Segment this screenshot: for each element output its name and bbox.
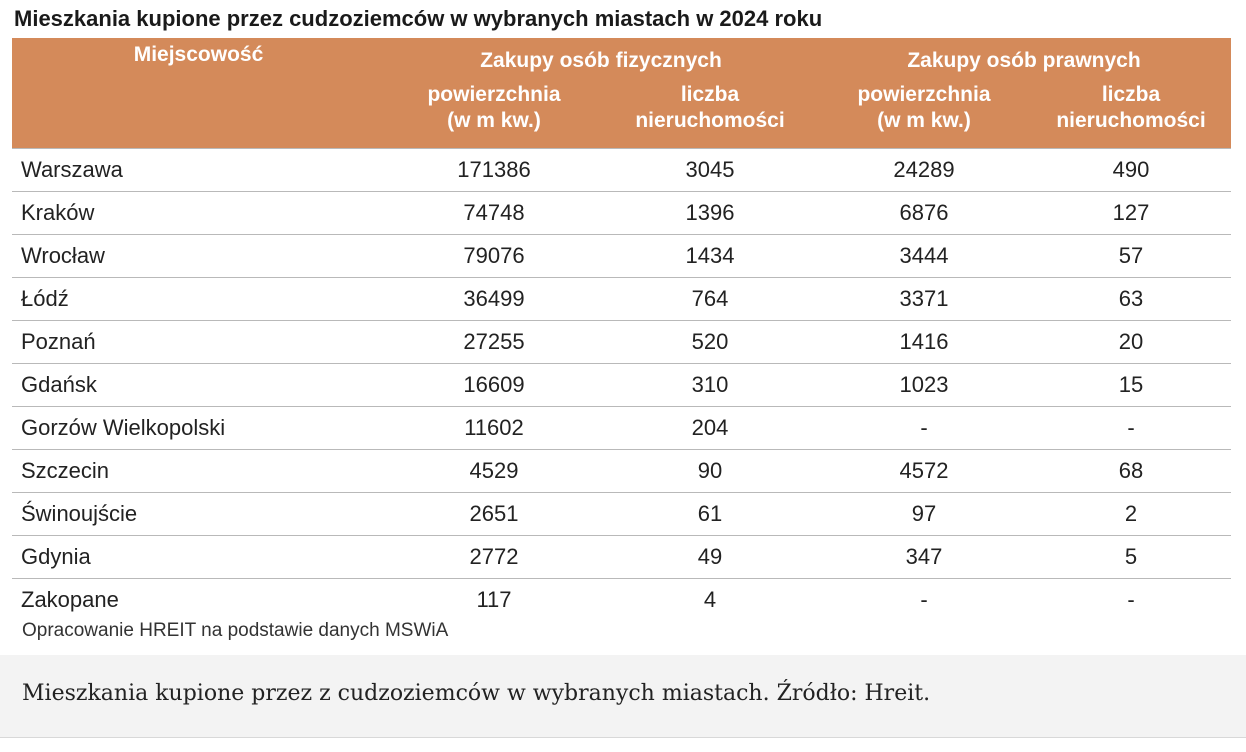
com-area-cell: 1416 <box>817 321 1031 364</box>
ind-area-cell: 117 <box>476 587 512 612</box>
table-row <box>12 235 1231 278</box>
com-count-cell: - <box>1127 587 1135 612</box>
city-cell: Łódź <box>12 278 385 321</box>
header-group-row <box>12 38 1231 80</box>
table-title: Mieszkania kupione przez cudzoziemców w wybranych miastach w 2024 roku <box>14 6 823 31</box>
com-area-cell: - <box>920 587 928 612</box>
header-ind-count-line1: liczba <box>680 83 740 106</box>
table-row <box>12 536 1231 579</box>
header-ind-count <box>603 80 817 149</box>
ind-area-cell: 4529 <box>385 450 603 493</box>
com-count-cell: 5 <box>1031 536 1231 579</box>
com-area-cell: 3444 <box>817 235 1031 278</box>
ind-area-cell: 27255 <box>385 321 603 364</box>
city-cell: Zakopane <box>21 587 119 612</box>
header-ind-count-line2: nieruchomości <box>635 109 785 132</box>
city-cell: Gdynia <box>12 536 385 579</box>
com-count-cell: 490 <box>1031 149 1231 192</box>
city-cell: Wrocław <box>12 235 385 278</box>
header-city: Miejscowość <box>12 38 385 149</box>
header-ind-area-line1: powierzchnia <box>427 83 561 106</box>
ind-count-cell: 4 <box>703 587 717 612</box>
header-com-area <box>817 80 1031 149</box>
ind-count-cell: 61 <box>603 493 817 536</box>
caption-text: Mieszkania kupione przez z cudzoziemców w wybranych miastach. Źródło: Hreit. <box>22 681 931 706</box>
figure-caption <box>0 655 1246 738</box>
ind-area-cell: 74748 <box>385 192 603 235</box>
com-count-cell: 20 <box>1031 321 1231 364</box>
header-com-count-line2: nieruchomości <box>1056 109 1206 132</box>
foreign-purchases-table <box>12 38 1231 621</box>
com-area-cell: 347 <box>817 536 1031 579</box>
city-cell: Kraków <box>12 192 385 235</box>
city-cell: Gorzów Wielkopolski <box>12 407 385 450</box>
com-area-cell: 1023 <box>817 364 1031 407</box>
city-cell: Poznań <box>12 321 385 364</box>
table-row <box>12 192 1231 235</box>
com-count-cell: 57 <box>1031 235 1231 278</box>
com-area-cell: 3371 <box>817 278 1031 321</box>
ind-count-cell: 204 <box>603 407 817 450</box>
com-count-cell: 127 <box>1031 192 1231 235</box>
com-count-cell: 68 <box>1031 450 1231 493</box>
ind-area-cell: 36499 <box>385 278 603 321</box>
table-row <box>12 321 1231 364</box>
header-com-count-line1: liczba <box>1101 83 1161 106</box>
table-row <box>12 364 1231 407</box>
ind-area-cell: 79076 <box>385 235 603 278</box>
ind-area-cell: 16609 <box>385 364 603 407</box>
city-cell: Świnoujście <box>12 493 385 536</box>
ind-area-cell: 2651 <box>385 493 603 536</box>
ind-count-cell: 310 <box>603 364 817 407</box>
header-com-count <box>1031 80 1231 149</box>
ind-count-cell: 90 <box>603 450 817 493</box>
table-row <box>12 450 1231 493</box>
com-area-cell: 6876 <box>817 192 1031 235</box>
city-cell: Warszawa <box>12 149 385 192</box>
table-row <box>12 278 1231 321</box>
com-count-cell: 2 <box>1031 493 1231 536</box>
com-count-cell: 15 <box>1031 364 1231 407</box>
com-count-cell: - <box>1031 407 1231 450</box>
table-row <box>12 579 1231 622</box>
com-count-cell: 63 <box>1031 278 1231 321</box>
ind-count-cell: 49 <box>603 536 817 579</box>
header-group-individuals: Zakupy osób fizycznych <box>385 38 817 80</box>
source-note: Opracowanie HREIT na podstawie danych MSWiA <box>22 620 449 641</box>
ind-count-cell: 520 <box>603 321 817 364</box>
com-area-cell: - <box>817 407 1031 450</box>
header-ind-area <box>385 80 603 149</box>
ind-count-cell: 1434 <box>603 235 817 278</box>
ind-area-cell: 171386 <box>385 149 603 192</box>
com-area-cell: 97 <box>817 493 1031 536</box>
ind-area-cell: 2772 <box>385 536 603 579</box>
table-row <box>12 407 1231 450</box>
header-ind-area-line2: (w m kw.) <box>447 109 541 132</box>
table-row <box>12 149 1231 192</box>
city-cell: Szczecin <box>12 450 385 493</box>
ind-count-cell: 3045 <box>603 149 817 192</box>
com-area-cell: 4572 <box>817 450 1031 493</box>
com-area-cell: 24289 <box>817 149 1031 192</box>
table-row <box>12 493 1231 536</box>
ind-area-cell: 11602 <box>385 407 603 450</box>
header-group-companies: Zakupy osób prawnych <box>817 38 1231 80</box>
city-cell: Gdańsk <box>12 364 385 407</box>
header-com-area-line2: (w m kw.) <box>877 109 971 132</box>
ind-count-cell: 764 <box>603 278 817 321</box>
header-com-area-line1: powierzchnia <box>857 83 991 106</box>
ind-count-cell: 1396 <box>603 192 817 235</box>
